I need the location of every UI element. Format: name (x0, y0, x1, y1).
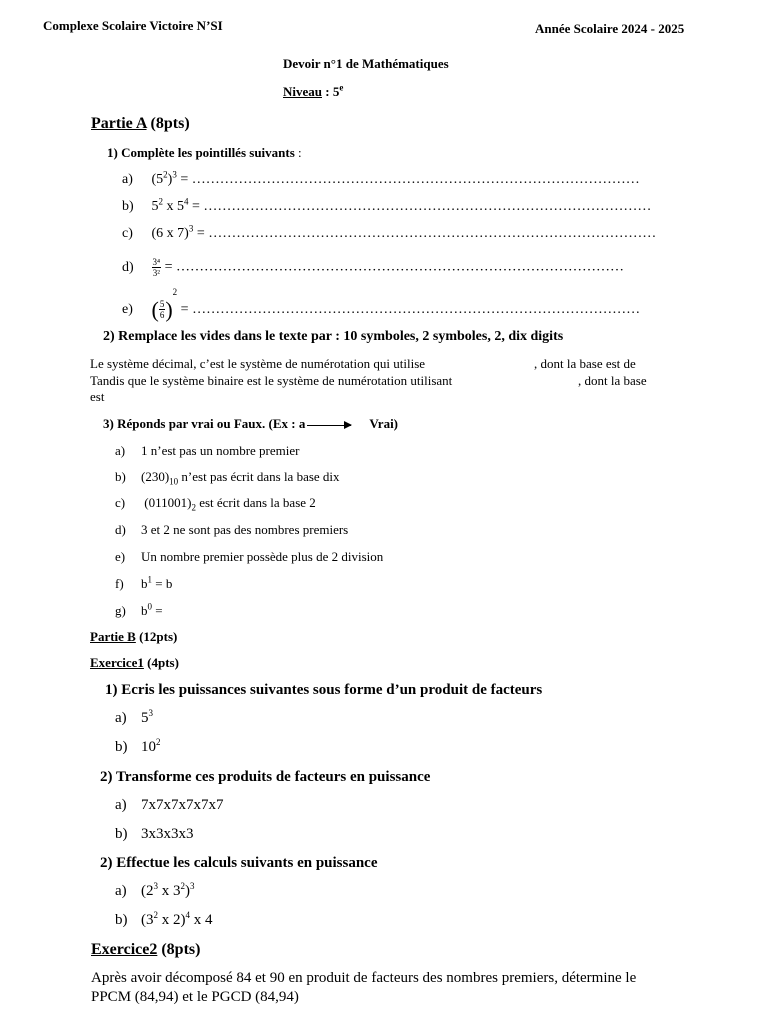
q1-item-label: b) (122, 199, 134, 214)
ex1-q3-item-b: b) ($3^2$ x 2)$^4$ x 4 (115, 910, 213, 928)
q1-item-e: e) ( $\frac{5}{6}$ )$^2$ = …………………………………………………………………………………… (122, 287, 641, 322)
q1-item-label: d) (122, 259, 134, 275)
q3-item: e) Un nombre premier possède plus de 2 division (115, 549, 384, 564)
q2-title: 2) Remplace les vides dans le texte par : 10 symboles, 2 symboles, 2, dix digits (103, 329, 564, 344)
ex1-heading (90, 655, 179, 671)
q3-item: g) $b^0$ = (115, 601, 163, 618)
level-label: Niveau (283, 84, 322, 99)
q1-item-d: d) $\frac{\text{3⁴}}{\text{3²}}$ = …………………………………………………………………………………… (122, 257, 625, 278)
part-a-heading (91, 115, 190, 133)
document-title: Devoir n°1 de Mathématiques (283, 56, 449, 71)
q2-line3: est (90, 389, 105, 404)
part-a-points: (8pts) (146, 115, 190, 132)
q3-item: a) 1 n’est pas un nombre premier (115, 443, 300, 458)
ex1-q2: 2) Transforme ces produits de facteurs en puissance (100, 769, 431, 785)
q1-title-colon: : (294, 145, 302, 160)
q1-item-label: a) (122, 172, 133, 187)
q3-item: b) $(230)_{10}$ n’est pas écrit dans la base dix (115, 469, 340, 487)
q1-c-expr: (6 x 7)$^3$ (151, 223, 194, 241)
ex2-points: (8pts) (157, 941, 201, 958)
q2-line2a: Tandis que le système binaire est le système de numérotation utilisant (90, 373, 453, 388)
ex1-q3: 2) Effectue les calculs suivants en puissance (100, 855, 378, 871)
ex1-q2-item: a) 7x7x7x7x7x7 (115, 797, 224, 813)
part-a-title: Partie A (91, 115, 147, 132)
q1-dots: …………………………………………………………………………………… (176, 259, 625, 275)
q1-dots: …………………………………………………………………………………… (191, 172, 640, 187)
q3-title-b: Vrai) (369, 416, 399, 431)
part-b-title: Partie B (90, 629, 136, 644)
ex1-q1-item: b) $10^2$ (115, 737, 161, 755)
level-sep: : (322, 84, 333, 99)
q1-b-expr: $5^2$ x $5^4$ (151, 196, 189, 214)
q2-line1a: Le système décimal, c’est le système de numérotation qui utilise (90, 356, 426, 371)
ex1-q2-item: b) 3x3x3x3 (115, 826, 194, 842)
arrow-icon (307, 425, 351, 426)
level-value: 5 (332, 84, 340, 99)
q3-item: f) $b^1 = b$ (115, 574, 173, 591)
level-sup: e (339, 82, 344, 93)
q2-line1b: , dont la base est de (534, 356, 636, 371)
ex2-line2: PPCM (84,94) et le PGCD (84,94) (91, 989, 299, 1005)
ex2-heading (91, 941, 200, 959)
q1-item-b: b) $5^2$ x $5^4$ = …………………………………………………………………………………… (122, 196, 652, 214)
q2-line2b: , dont la base (578, 373, 647, 388)
q1-item-a: a) $(5^2)^3$ = …………………………………………………………………………………… (122, 169, 640, 187)
q1-title-text: 1) Complète les pointillés suivants (107, 145, 295, 160)
q3-item: c) $(011001)_2$ est écrit dans la base 2 (115, 495, 316, 513)
q3-title-a: 3) Réponds par vrai ou Faux. (Ex : a (103, 416, 306, 431)
part-b-points: (12pts) (135, 629, 178, 644)
q1-d-fraction: $\frac{\text{3⁴}}{\text{3²}}$ (152, 257, 161, 278)
q3-item: d) 3 et 2 ne sont pas des nombres premiers (115, 522, 349, 537)
q1-item-label: c) (122, 226, 133, 241)
q1-a-expr: $(5^2)^3$ (151, 169, 177, 187)
ex1-title: Exercice1 (90, 655, 144, 670)
ex2-title: Exercice2 (91, 941, 158, 958)
ex2-line1: Après avoir décomposé 84 et 90 en produit de facteurs des nombres premiers, détermine le (91, 970, 637, 986)
q1-dots: …………………………………………………………………………………… (203, 199, 652, 214)
q1-e-expr: ( $\frac{5}{6}$ )$^2$ (151, 287, 178, 322)
ex1-q1: 1) Ecris les puissances suivantes sous forme d’un produit de facteurs (105, 682, 543, 698)
q3-title (103, 416, 398, 432)
ex1-points: (4pts) (143, 655, 179, 670)
ex1-q3-item-a: a) ($2^3$ x $3^2)^3$ (115, 881, 195, 899)
q1-title (107, 145, 302, 161)
q1-item-c: c) (6 x 7)$^3$ = …………………………………………………………………………………… (122, 223, 657, 241)
part-b-heading (90, 629, 177, 645)
level-line (283, 84, 343, 100)
q1-dots: …………………………………………………………………………………… (208, 226, 657, 241)
school-year: Année Scolaire 2024 - 2025 (535, 21, 685, 36)
q1-item-label: e) (122, 302, 133, 317)
q1-dots: …………………………………………………………………………………… (192, 302, 641, 317)
school-name: Complexe Scolaire Victoire N’SI (43, 18, 223, 33)
ex1-q1-item: a) $5^3$ (115, 708, 153, 726)
